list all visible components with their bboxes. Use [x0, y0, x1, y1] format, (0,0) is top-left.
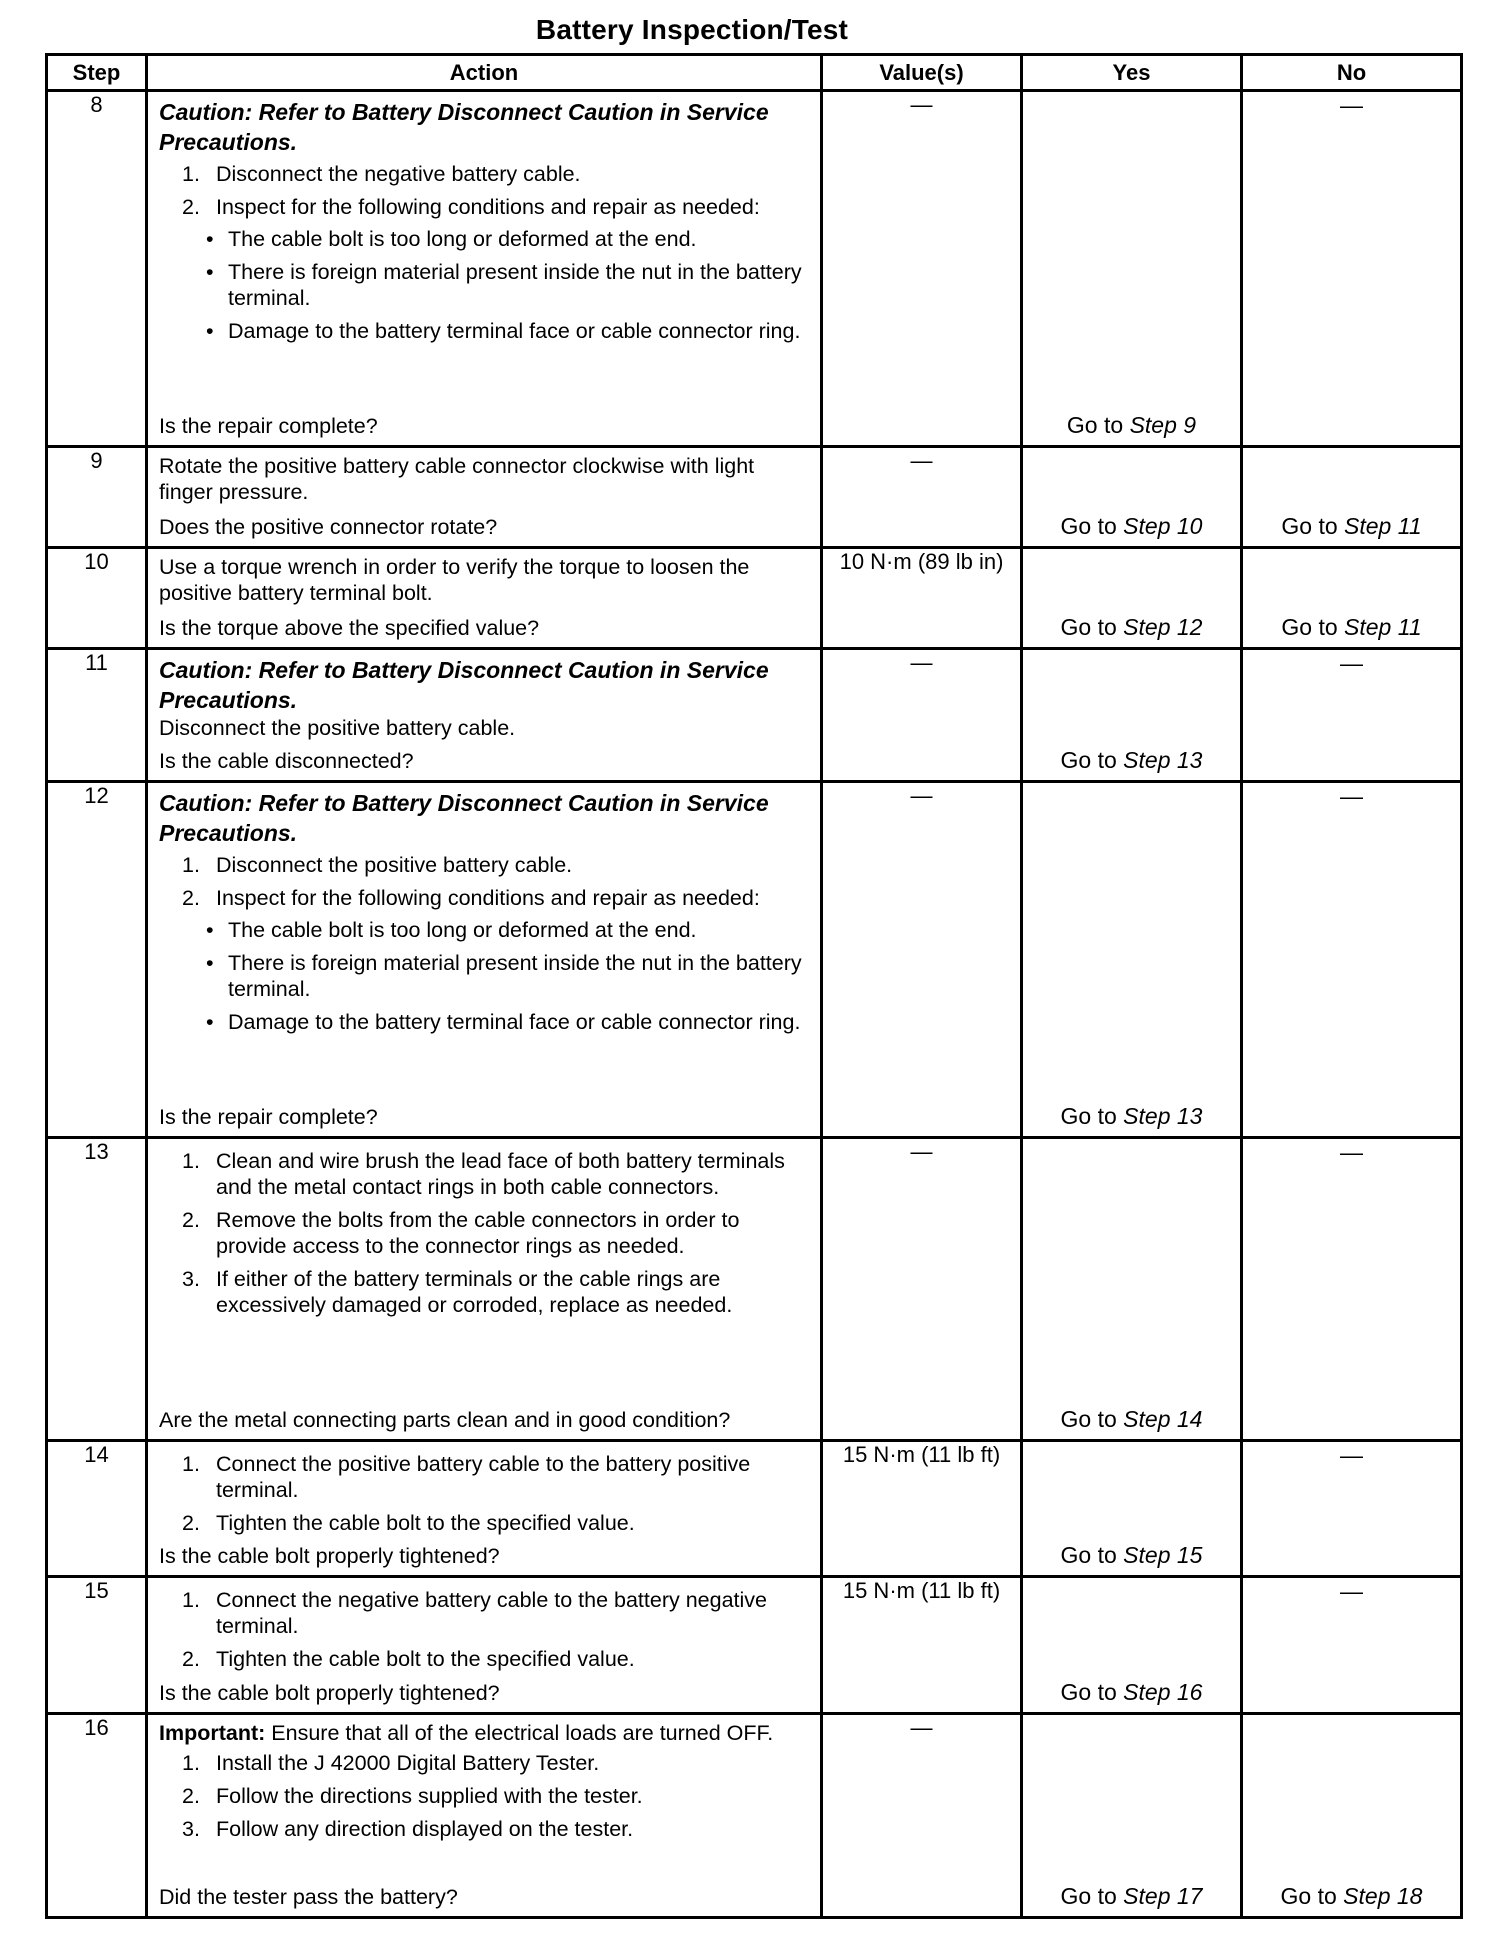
goto-step-10[interactable]: Go to Step 10: [1060, 513, 1203, 539]
list-item: 1. Clean and wire brush the lead face of both battery terminals and the metal contact rings in both cable connectors.: [182, 1149, 785, 1199]
no-cell: —: [1242, 1577, 1462, 1714]
battery-test-table: [45, 53, 1463, 1919]
action-cell: [147, 649, 822, 782]
action-cell: [147, 91, 822, 447]
question-text: Is the cable bolt properly tightened?: [159, 1544, 500, 1568]
action-cell: [147, 447, 822, 548]
step-number: 11: [47, 649, 147, 782]
table-row: [47, 1441, 1462, 1577]
table-row: [47, 1138, 1462, 1441]
important-note: Important: Ensure that all of the electrical loads are turned OFF.: [159, 1721, 774, 1745]
step-number: 13: [47, 1138, 147, 1441]
yes-cell: [1022, 782, 1242, 1138]
table-row: [47, 1577, 1462, 1714]
step-number: 10: [47, 548, 147, 649]
step-number: 12: [47, 782, 147, 1138]
header-yes: Yes: [1022, 55, 1242, 91]
goto-step-11[interactable]: Go to Step 11: [1281, 614, 1422, 640]
goto-step-11[interactable]: Go to Step 11: [1281, 513, 1422, 539]
action-cell: [147, 1138, 822, 1441]
question-text: Is the repair complete?: [159, 1105, 378, 1129]
value-cell: 10 N·m (89 lb in): [822, 548, 1022, 649]
no-cell: —: [1242, 782, 1462, 1138]
action-cell: [147, 1714, 822, 1918]
bullet-item: • Damage to the battery terminal face or cable connector ring.: [194, 1009, 812, 1035]
goto-step-9[interactable]: Go to Step 9: [1066, 412, 1197, 438]
list-item: 2. Remove the bolts from the cable connectors in order to provide access to the connector rings as needed.: [182, 1208, 740, 1258]
list-item: 2. Inspect for the following conditions and repair as needed: • The cable bolt is too long or deformed at the end. • There is foreign material present inside the nut in the battery terminal. • Damage to the battery terminal face or cable connector ring.: [159, 194, 812, 344]
action-text: Disconnect the positive battery cable.: [159, 716, 516, 740]
list-item: 1. Disconnect the positive battery cable.: [182, 853, 573, 877]
step-number: 15: [47, 1577, 147, 1714]
step-number: 9: [47, 447, 147, 548]
header-values: Value(s): [822, 55, 1022, 91]
question-text: Are the metal connecting parts clean and in good condition?: [159, 1408, 731, 1432]
question-text: Is the cable disconnected?: [159, 749, 414, 773]
action-text: Use a torque wrench in order to verify the torque to loosen the positive battery terminal bolt.: [159, 555, 750, 605]
page-title: Battery Inspection/Test: [535, 14, 849, 45]
list-item: 1. Disconnect the negative battery cable.: [182, 162, 581, 186]
caution-note: Caution: Refer to Battery Disconnect Caution in Service Precautions.: [159, 657, 769, 713]
action-cell: [147, 1577, 822, 1714]
yes-cell: [1022, 447, 1242, 548]
no-cell: —: [1242, 649, 1462, 782]
goto-step-18[interactable]: Go to Step 18: [1280, 1883, 1423, 1909]
header-action: Action: [147, 55, 822, 91]
list-item: 3. Follow any direction displayed on the tester.: [182, 1817, 634, 1841]
header-no: No: [1242, 55, 1462, 91]
no-cell: [1242, 1714, 1462, 1918]
table-row: [47, 1714, 1462, 1918]
step-number: 8: [47, 91, 147, 447]
table-row: [47, 447, 1462, 548]
table-row: [47, 649, 1462, 782]
table-row: [47, 548, 1462, 649]
yes-cell: [1022, 548, 1242, 649]
table-row: [47, 91, 1462, 447]
step-number: 16: [47, 1714, 147, 1918]
goto-step-17[interactable]: Go to Step 17: [1060, 1883, 1203, 1909]
yes-cell: [1022, 1714, 1242, 1918]
bullet-item: • There is foreign material present inside the nut in the battery terminal.: [194, 259, 812, 311]
no-cell: [1242, 548, 1462, 649]
step-number: 14: [47, 1441, 147, 1577]
list-item: 2. Follow the directions supplied with the tester.: [182, 1784, 643, 1808]
action-cell: [147, 548, 822, 649]
caution-note: Caution: Refer to Battery Disconnect Caution in Service Precautions.: [159, 99, 769, 155]
question-text: Is the torque above the specified value?: [159, 616, 540, 640]
yes-cell: [1022, 649, 1242, 782]
yes-cell: [1022, 1577, 1242, 1714]
header-step: Step: [47, 55, 147, 91]
goto-step-14[interactable]: Go to Step 14: [1060, 1406, 1203, 1432]
value-cell: —: [822, 447, 1022, 548]
goto-step-13[interactable]: Go to Step 13: [1060, 747, 1203, 773]
list-item: 1. Install the J 42000 Digital Battery Tester.: [182, 1751, 600, 1775]
value-cell: —: [822, 1138, 1022, 1441]
list-item: 1. Connect the positive battery cable to the battery positive terminal.: [182, 1452, 751, 1502]
value-cell: 15 N·m (11 lb ft): [822, 1577, 1022, 1714]
table-row: [47, 782, 1462, 1138]
question-text: Is the repair complete?: [159, 414, 378, 438]
yes-cell: [1022, 1441, 1242, 1577]
yes-cell: [1022, 91, 1242, 447]
no-cell: —: [1242, 1138, 1462, 1441]
value-cell: 15 N·m (11 lb ft): [822, 1441, 1022, 1577]
no-cell: —: [1242, 1441, 1462, 1577]
bullet-item: • The cable bolt is too long or deformed at the end.: [194, 226, 812, 252]
list-item: 1. Connect the negative battery cable to the battery negative terminal.: [182, 1588, 768, 1638]
list-item: 2. Inspect for the following conditions and repair as needed: • The cable bolt is too long or deformed at the end. • There is foreign material present inside the nut in the battery terminal. • Damage to the battery terminal face or cable connector ring.: [159, 885, 812, 1035]
action-text: Rotate the positive battery cable connector clockwise with light finger pressure.: [159, 454, 755, 504]
question-text: Is the cable bolt properly tightened?: [159, 1681, 500, 1705]
header-row: [47, 55, 1462, 91]
value-cell: —: [822, 649, 1022, 782]
goto-step-12[interactable]: Go to Step 12: [1060, 614, 1203, 640]
bullet-item: • The cable bolt is too long or deformed at the end.: [194, 917, 812, 943]
yes-cell: [1022, 1138, 1242, 1441]
action-cell: [147, 1441, 822, 1577]
action-cell: [147, 782, 822, 1138]
no-cell: [1242, 447, 1462, 548]
bullet-item: • Damage to the battery terminal face or cable connector ring.: [194, 318, 812, 344]
goto-step-15[interactable]: Go to Step 15: [1060, 1542, 1203, 1568]
value-cell: —: [822, 782, 1022, 1138]
list-item: 2. Tighten the cable bolt to the specified value.: [182, 1511, 635, 1535]
question-text: Does the positive connector rotate?: [159, 515, 498, 539]
bullet-item: • There is foreign material present inside the nut in the battery terminal.: [194, 950, 812, 1002]
goto-step-13[interactable]: Go to Step 13: [1060, 1103, 1203, 1129]
question-text: Did the tester pass the battery?: [159, 1885, 458, 1909]
value-cell: —: [822, 1714, 1022, 1918]
caution-note: Caution: Refer to Battery Disconnect Caution in Service Precautions.: [159, 790, 769, 846]
value-cell: —: [822, 91, 1022, 447]
list-item: 2. Tighten the cable bolt to the specified value.: [182, 1647, 635, 1671]
no-cell: —: [1242, 91, 1462, 447]
goto-step-16[interactable]: Go to Step 16: [1060, 1679, 1203, 1705]
list-item: 3. If either of the battery terminals or the cable rings are excessively damaged or corroded, replace as needed.: [182, 1267, 733, 1317]
